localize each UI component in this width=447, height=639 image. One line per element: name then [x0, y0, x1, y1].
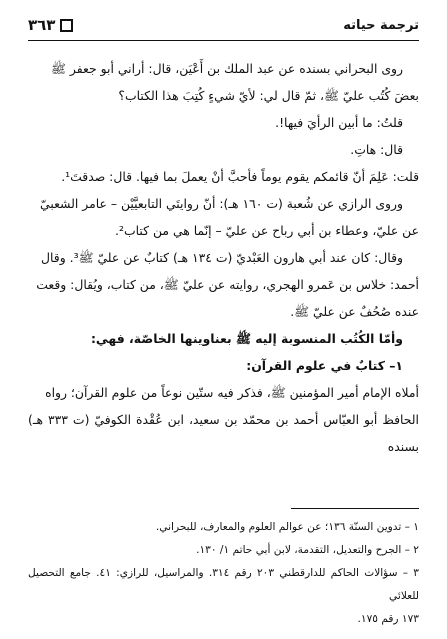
body-line: أملاه الإمام أمير المؤمنين ﷺ، فذكر فيه ستّين نوعاً من علوم القرآن؛ رواه — [45, 385, 419, 400]
footnote: ١٧٣ رقم ١٧٥. — [357, 613, 419, 625]
body-line: الحافظ أبو العبّاس أحمد بن محمّد بن سعيد، ابن عُقْدة الكوفيّ (ت ٣٣٣ هـ) بسنده — [28, 412, 419, 454]
body-line: وقال: كان عند أبي هارون العَبْديّ (ت ١٣٤ هـ) كتابٌ عن عليّ ﷺ³. وقال — [41, 250, 403, 265]
header-rule — [28, 40, 419, 41]
body-line: عنده صُحُفٌ عن عليّ ﷺ. — [290, 304, 419, 319]
page-header — [28, 14, 419, 36]
body-line: روى البحراني بسنده عن عبد الملك بن أَعْيَن، قال: أراني أبو جعفر ﷺ — [51, 61, 403, 76]
footnotes — [28, 516, 419, 631]
footnote: ٣ – سؤالات الحاكم للدارقطني ٢٠٣ رقم ٣١٤. والمراسيل، للرازي: ٤١. جامع التحصيل للعلائي — [28, 567, 419, 602]
page-number: ٣٦٣ — [28, 16, 56, 34]
square-ornament-icon — [60, 19, 73, 32]
body-line: قال: هاتِ. — [350, 142, 403, 157]
body-line: قلت: عَلِمَ أنّ قائمكم يقوم يوماً فأحبَّ أنْ يعملَ بما فيها. قال: صدقتَ¹. — [61, 169, 419, 184]
footnote-separator — [291, 508, 419, 509]
body-line: وروى الرازي عن شُعبة (ت ١٦٠ هـ): أنّ روايتَي التابعيَّيْن – عامر الشعبيّ — [40, 196, 403, 211]
body-line: أحمد: خلاس بن عَمرو الهجري، روايته عن عليّ ﷺ، من كتاب، ويُقال: وقعت — [36, 277, 419, 292]
running-title: ترجمة حياته — [343, 17, 419, 33]
body-line: بعضَ كُتُب عليّ ﷺ، ثمّ قال لي: لأيّ شيءٍ كُتِبَ هذا الكتاب؟ — [118, 88, 419, 103]
body-text — [28, 55, 419, 460]
footnote: ١ – تدوين السنّة ١٣٦؛ عن عوالم العلوم والمعارف، للبحراني. — [155, 521, 419, 533]
body-line: قلتُ: ما أبين الرأيَ فيها!. — [275, 115, 403, 130]
body-line: عن عليّ، وعطاء بن أبي رباح عن عليّ – إنّما هي من كتاب². — [115, 223, 419, 238]
page-number-block — [28, 16, 73, 34]
item-heading: ١– كتابٌ في علوم القرآن: — [246, 358, 403, 373]
section-heading: وأمّا الكُتُب المنسوبة إليه ﷺ بعناوينها الخاصّة، فهي: — [90, 331, 403, 346]
footnote: ٢ – الجرح والتعديل، التقدمة، لابن أبي حاتم ١/ ١٣٠. — [196, 544, 419, 556]
